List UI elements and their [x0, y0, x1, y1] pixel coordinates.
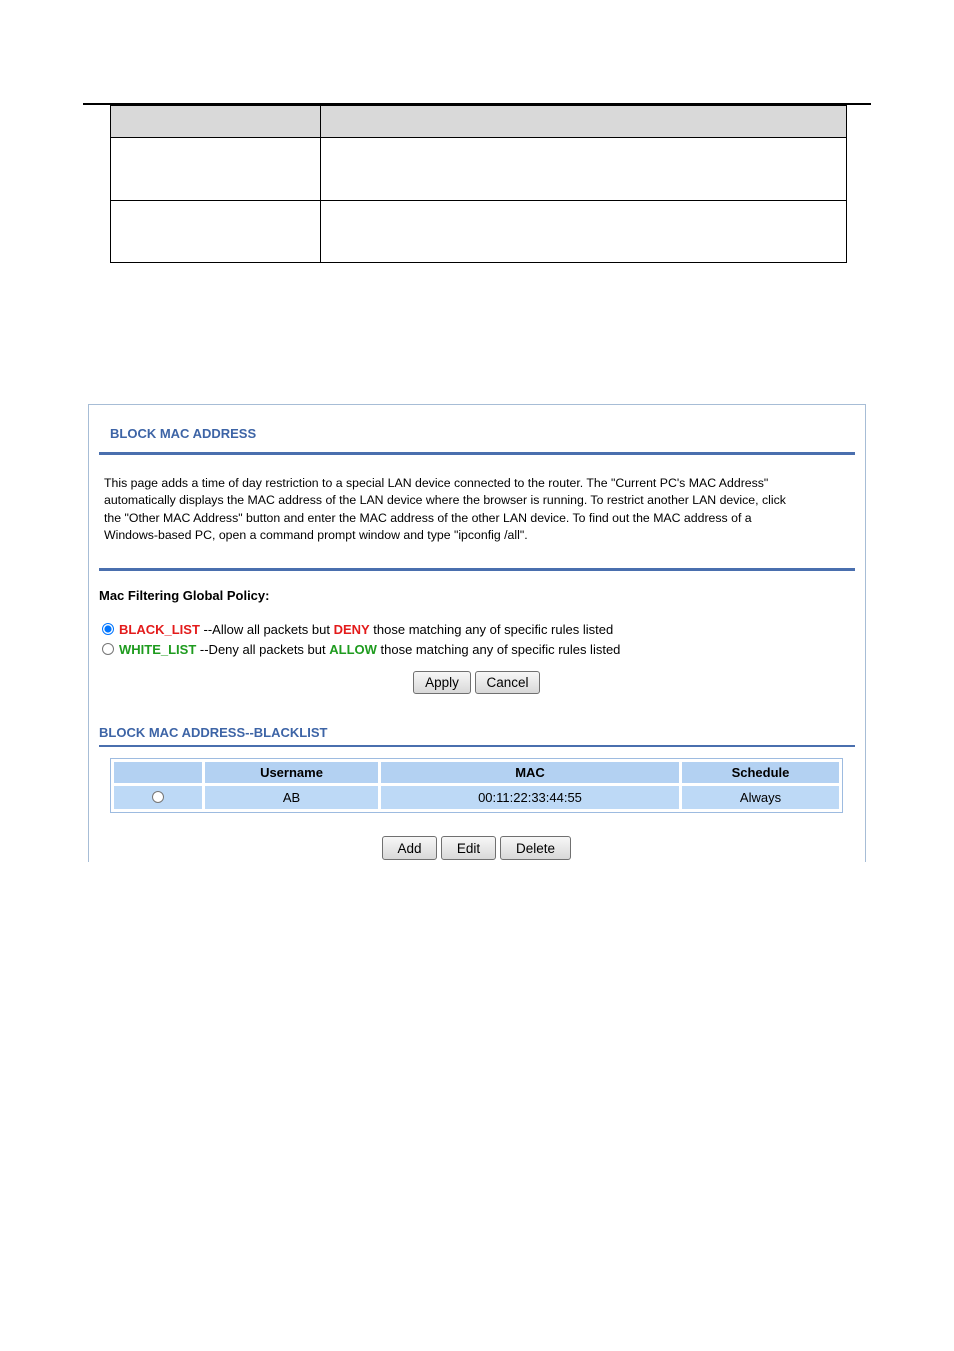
panel-description — [104, 475, 786, 545]
white-list-text-before: --Deny all packets but — [196, 642, 330, 657]
title-divider — [99, 452, 855, 455]
policy-option-black-list — [102, 621, 613, 639]
global-policy-label: Mac Filtering Global Policy: — [99, 588, 270, 603]
allow-keyword: ALLOW — [329, 642, 377, 657]
description-line: the "Other MAC Address" button and enter the MAC address of the other LAN device. To find out the MAC address of a — [104, 510, 752, 525]
black-list-text-before: --Allow all packets but — [199, 622, 334, 637]
table-header-row — [114, 762, 839, 783]
mac-column-header: MAC — [381, 762, 679, 783]
parameter-table-cell — [321, 138, 847, 201]
description-line: This page adds a time of day restriction to a special LAN device connected to the router. The "Current PC's MAC Address" — [104, 476, 769, 490]
edit-button[interactable]: Edit — [441, 836, 496, 860]
block-mac-address-panel — [88, 404, 866, 862]
parameter-table-cell — [321, 201, 847, 263]
parameter-table-cell — [111, 201, 321, 263]
blacklist-divider — [99, 745, 855, 747]
description-line: automatically displays the MAC address of the LAN device where the browser is running. To restrict another LAN device, click — [104, 493, 786, 508]
apply-button[interactable]: Apply — [413, 671, 471, 694]
parameter-table — [110, 105, 847, 263]
select-column-header — [114, 762, 202, 783]
mac-cell: 00:11:22:33:44:55 — [381, 786, 679, 809]
description-divider — [99, 568, 855, 571]
blacklist-table — [110, 758, 843, 813]
parameter-table-header-cell — [321, 106, 847, 138]
white-list-radio[interactable] — [102, 643, 114, 655]
parameter-table-row — [111, 138, 847, 201]
parameter-table-cell — [111, 138, 321, 201]
schedule-column-header: Schedule — [682, 762, 839, 783]
parameter-table-row — [111, 201, 847, 263]
cancel-button[interactable]: Cancel — [475, 671, 540, 694]
row-select-radio[interactable] — [152, 791, 164, 803]
black-list-radio[interactable] — [102, 623, 114, 635]
row-select-cell — [114, 786, 202, 809]
schedule-cell: Always — [682, 786, 839, 809]
deny-keyword: DENY — [333, 622, 370, 637]
delete-button[interactable]: Delete — [500, 836, 571, 860]
white-list-text-after: those matching any of specific rules listed — [376, 642, 621, 657]
add-button[interactable]: Add — [382, 836, 437, 860]
policy-option-white-list — [102, 641, 620, 659]
username-column-header: Username — [205, 762, 378, 783]
username-cell: AB — [205, 786, 378, 809]
blacklist-title: BLOCK MAC ADDRESS--BLACKLIST — [99, 725, 328, 740]
panel-title: BLOCK MAC ADDRESS — [110, 426, 257, 441]
description-line: Windows-based PC, open a command prompt window and type "ipconfig /all". — [104, 528, 528, 543]
parameter-table-header-row — [111, 106, 847, 138]
black-list-text-after: those matching any of specific rules listed — [369, 622, 614, 637]
table-row[interactable] — [114, 786, 839, 809]
parameter-table-header-cell — [111, 106, 321, 138]
black-list-label: BLACK_LIST — [119, 622, 200, 637]
white-list-label: WHITE_LIST — [119, 642, 197, 657]
